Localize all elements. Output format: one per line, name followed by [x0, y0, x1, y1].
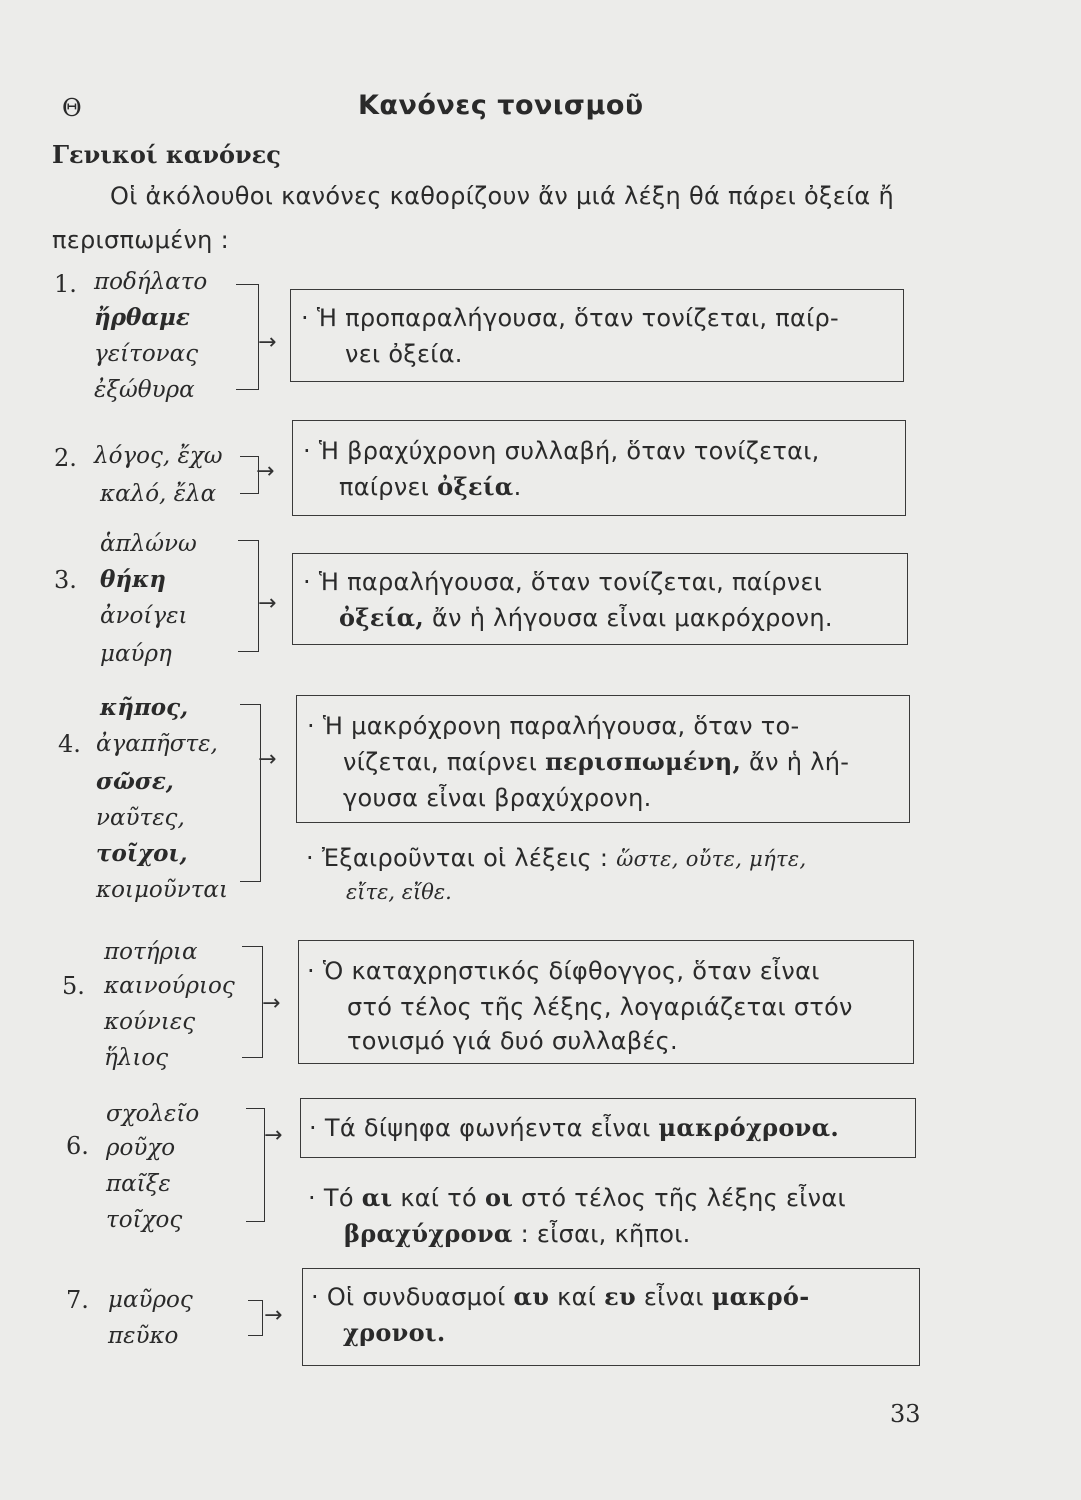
- right-arrow-icon: →: [258, 330, 277, 355]
- right-arrow-icon: →: [258, 591, 277, 616]
- rule-4-number: 4.: [58, 730, 81, 758]
- rule-6-text: · Τά δίψηφα φωνήεντα εἶναι μακρόχρονα.: [309, 1113, 840, 1142]
- rule-3-word: μαύρη: [100, 641, 172, 667]
- rule-5-text: στό τέλος τῆς λέξης, λογαριάζεται στόν: [347, 993, 853, 1021]
- rule-1-word: γείτονας: [94, 341, 199, 367]
- rule-6-number: 6.: [66, 1132, 89, 1160]
- rule-5-text: τονισμό γιά δυό συλλαβές.: [347, 1027, 678, 1055]
- rule-6-word: σχολεῖο: [106, 1101, 200, 1127]
- page-number: 33: [890, 1400, 921, 1428]
- rule-2-text: παίρνει ὀξεία.: [339, 472, 522, 501]
- subheading: Γενικοί κανόνες: [52, 140, 281, 169]
- rule-2-text: · Ἡ βραχύχρονη συλλαβή, ὅταν τονίζεται,: [303, 437, 820, 465]
- rule-4-exception: · Ἐξαιροῦνται οἱ λέξεις : ὥστε, οὔτε, μήτε,: [306, 844, 807, 872]
- right-arrow-icon: →: [258, 747, 277, 772]
- rule-5-word: κούνιες: [104, 1009, 196, 1035]
- rule-7-bracket: [248, 1300, 263, 1336]
- rule-4-word: τοῖχοι,: [96, 840, 188, 867]
- rule-7-text: χρονοι.: [343, 1318, 446, 1347]
- rule-7-word: πεῦκο: [108, 1323, 179, 1349]
- rule-6-extra: · Τό αι καί τό οι στό τέλος τῆς λέξης εἶναι: [308, 1183, 846, 1212]
- rule-1-text: νει ὀξεία.: [345, 340, 463, 368]
- right-arrow-icon: →: [256, 459, 275, 484]
- rule-4-text: · Ἡ μακρόχρονη παραλήγουσα, ὅταν το-: [307, 712, 800, 740]
- rule-6-word: ροῦχο: [106, 1135, 176, 1161]
- rule-1-word: ἐξώθυρα: [94, 377, 195, 403]
- rule-4-exception-words: εἴτε, εἴθε.: [346, 880, 452, 904]
- rule-4-bracket: [240, 704, 261, 882]
- rule-6-word: τοῖχος: [106, 1207, 183, 1233]
- rule-1-bracket: [236, 284, 259, 390]
- rule-5-word: ποτήρια: [104, 939, 198, 965]
- rule-4-text: γουσα εἶναι βραχύχρονη.: [343, 784, 652, 812]
- intro-line-1: Οἱ ἀκόλουθοι κανόνες καθορίζουν ἄν μιά λέξη θά πάρει ὀξεία ἤ: [110, 182, 894, 210]
- rule-3-word: ἀνοίγει: [100, 603, 188, 629]
- rule-1-word: ποδήλατο: [94, 269, 208, 295]
- right-arrow-icon: →: [262, 991, 281, 1016]
- section-letter: Θ: [62, 94, 82, 122]
- rule-7-box: [302, 1268, 920, 1366]
- rule-7-number: 7.: [66, 1286, 89, 1314]
- rule-1-number: 1.: [54, 270, 77, 298]
- rule-3-text: ὀξεία, ἄν ἡ λήγουσα εἶναι μακρόχρονη.: [339, 603, 833, 632]
- rule-3-text: · Ἡ παραλήγουσα, ὅταν τονίζεται, παίρνει: [303, 568, 823, 596]
- rule-4-word: κοιμοῦνται: [96, 877, 228, 903]
- rule-7-word: μαῦρος: [108, 1287, 193, 1313]
- rule-2-word: λόγος, ἔχω: [94, 443, 223, 469]
- rule-5-word: ἥλιος: [104, 1045, 169, 1071]
- rule-6-extra: βραχύχρονα : εἶσαι, κῆποι.: [344, 1219, 691, 1248]
- rule-5-number: 5.: [62, 972, 85, 1000]
- rule-3-number: 3.: [54, 566, 77, 594]
- rule-4-word: σῶσε,: [96, 768, 174, 795]
- rule-3-word: ἁπλώνω: [100, 531, 197, 557]
- rule-4-word: κῆπος,: [100, 694, 189, 721]
- rule-5-box: [298, 940, 914, 1064]
- rule-4-word: ναῦτες,: [96, 805, 185, 831]
- right-arrow-icon: →: [264, 1303, 283, 1328]
- rule-3-box: [292, 553, 908, 645]
- rule-1-box: [290, 289, 904, 382]
- rule-4-text: νίζεται, παίρνει περισπωμένη, ἄν ἡ λή-: [343, 747, 850, 776]
- rule-4-word: ἀγαπῆστε,: [96, 731, 218, 757]
- rule-5-bracket: [242, 946, 263, 1058]
- right-arrow-icon: →: [264, 1123, 283, 1148]
- intro-line-2: περισπωμένη :: [52, 226, 230, 254]
- rule-1-text: · Ἡ προπαραλήγουσα, ὅταν τονίζεται, παίρ-: [301, 304, 840, 332]
- rule-5-text: · Ὁ καταχρηστικός δίφθογγος, ὅταν εἶναι: [307, 957, 820, 985]
- rule-5-word: καινούριος: [104, 973, 235, 999]
- rule-3-bracket: [238, 540, 259, 652]
- rule-2-word: καλό, ἔλα: [100, 481, 217, 507]
- rule-4-box: [296, 695, 910, 823]
- rule-2-box: [292, 420, 906, 516]
- rule-6-box: [300, 1098, 916, 1158]
- rule-6-word: παῖξε: [106, 1171, 171, 1197]
- rule-2-number: 2.: [54, 444, 77, 472]
- rule-7-text: · Οἱ συνδυασμοί αυ καί ευ εἶναι μακρό-: [311, 1282, 810, 1311]
- rule-3-word: θήκη: [100, 566, 167, 593]
- rule-6-bracket: [246, 1108, 265, 1222]
- rule-1-word: ἤρθαμε: [94, 304, 190, 331]
- page-title: Κανόνες τονισμοῦ: [358, 90, 644, 121]
